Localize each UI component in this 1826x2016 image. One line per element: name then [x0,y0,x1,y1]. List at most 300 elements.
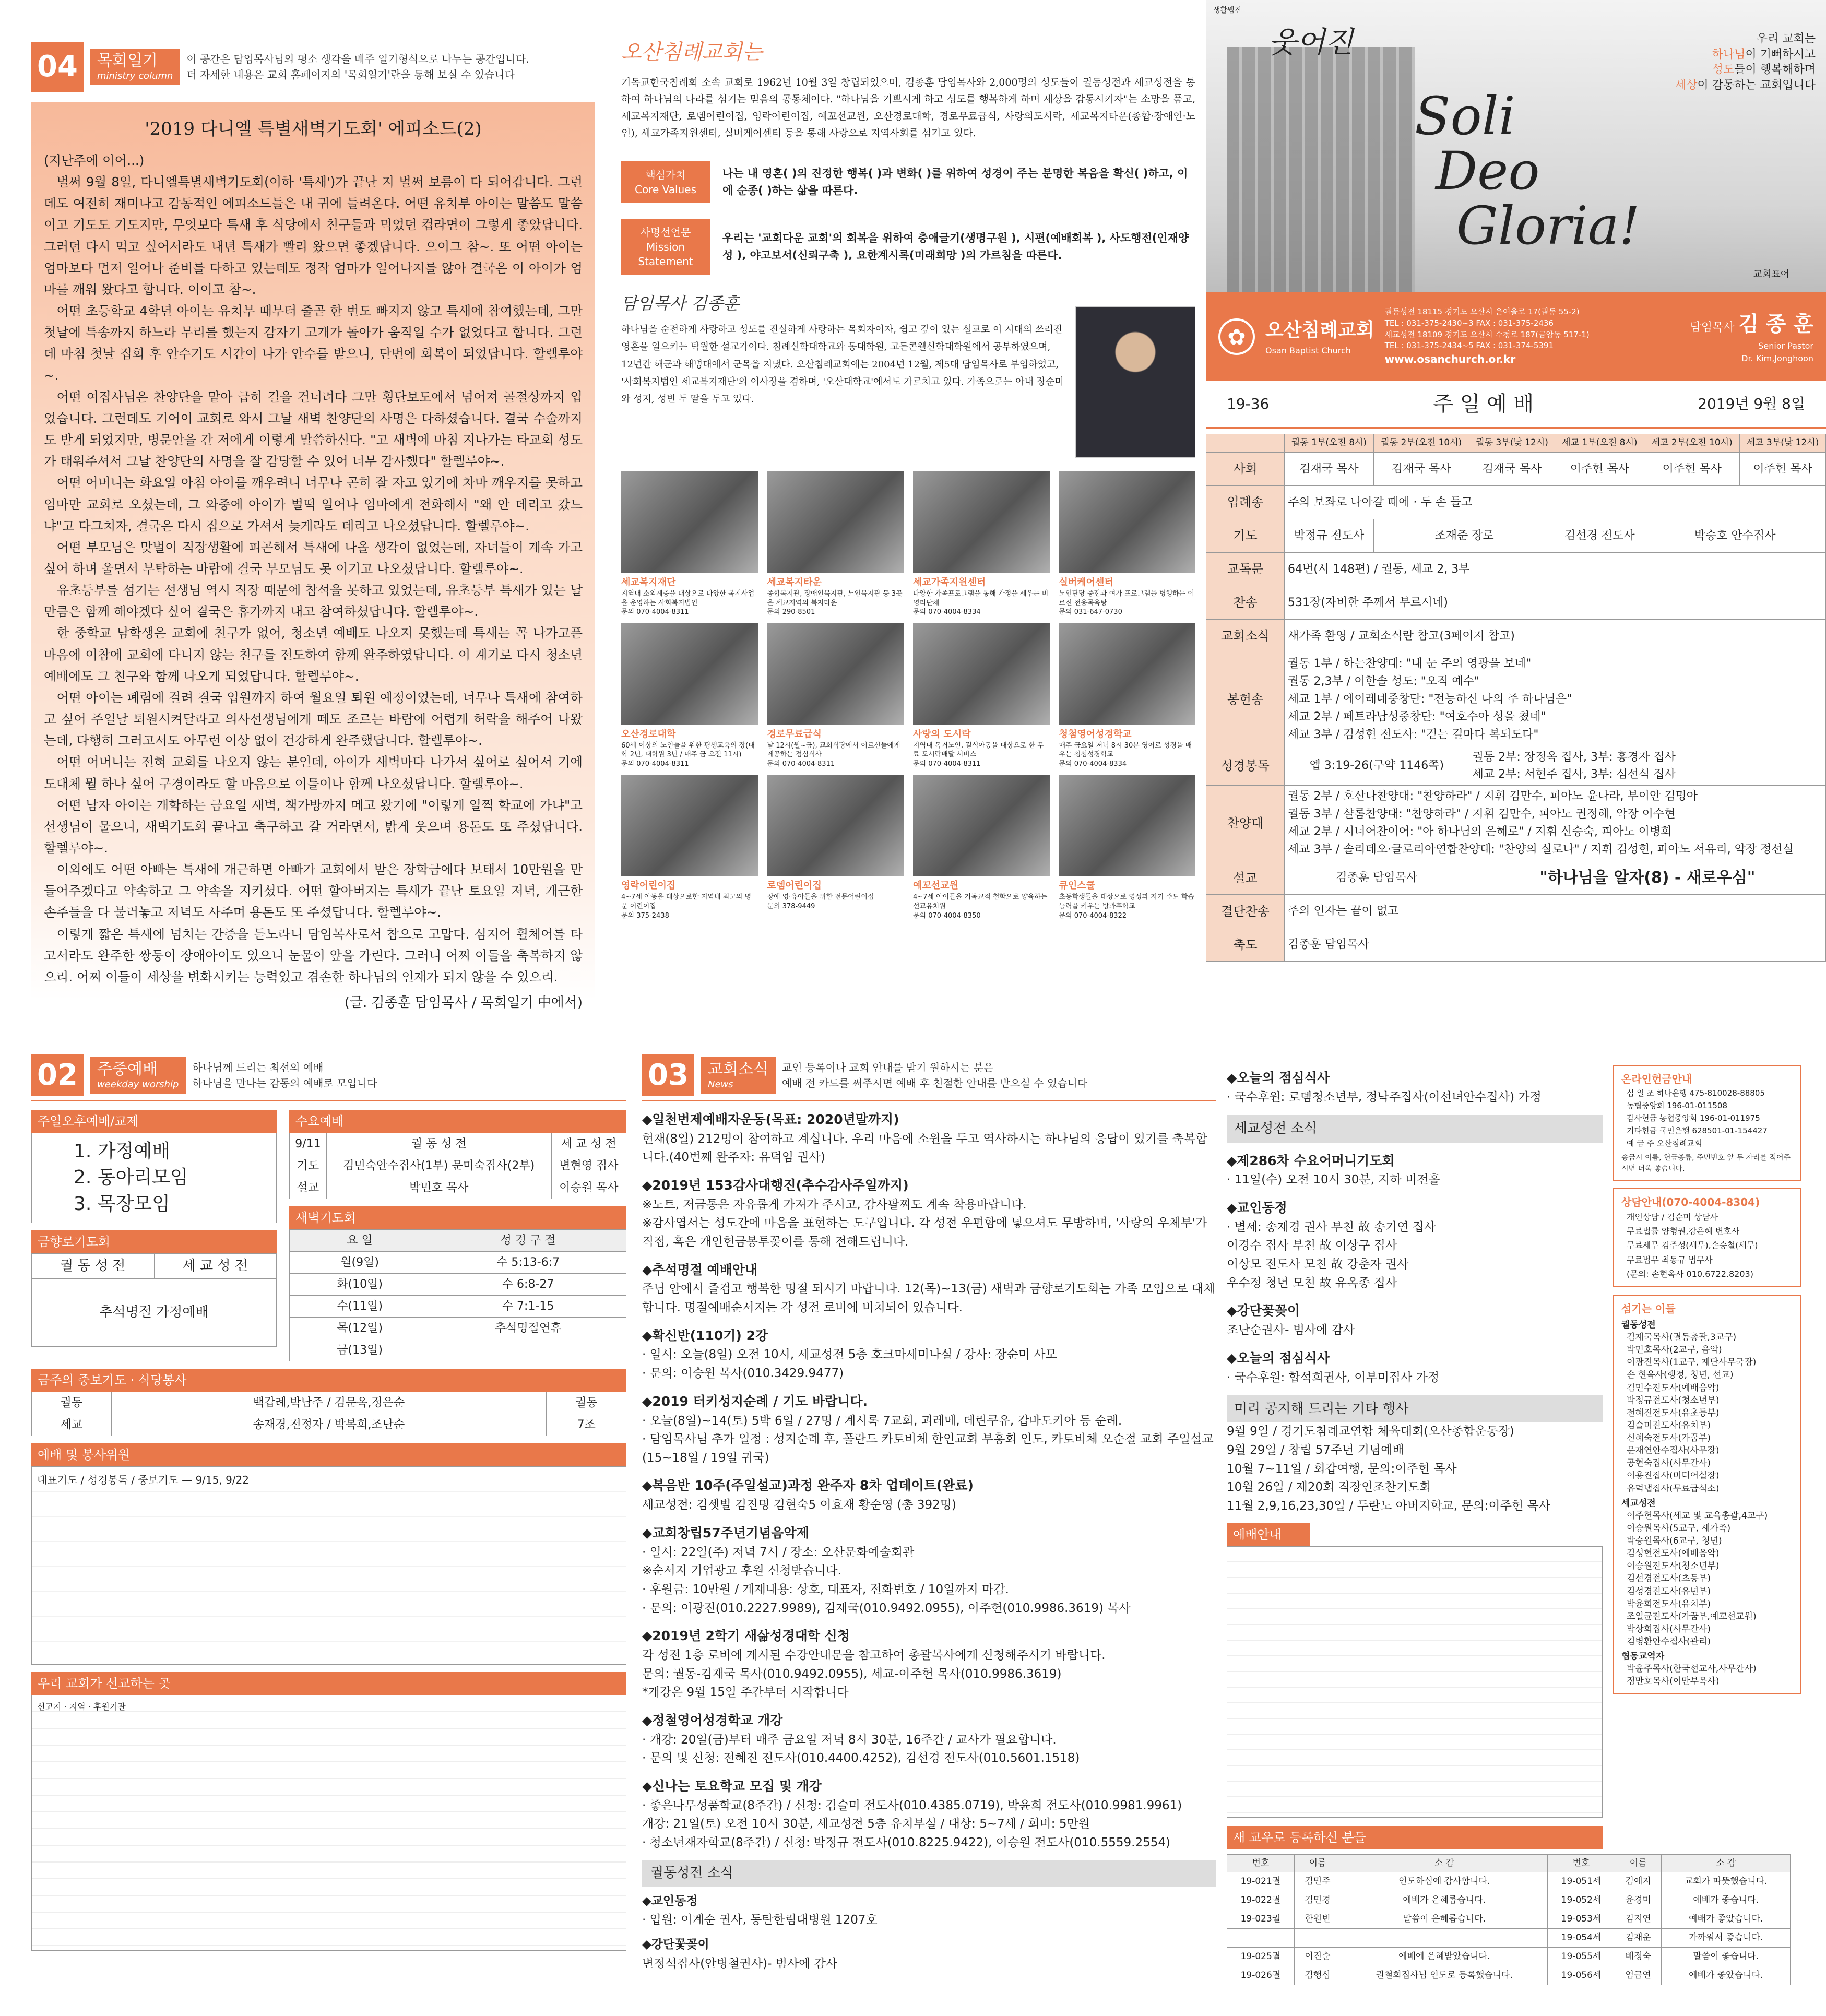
ministry-photo [1059,623,1196,725]
new-members-head: 번호 [1227,1854,1295,1872]
staff-item: 박윤주목사(한국선교사,사무간사) [1627,1664,1757,1675]
order-row-label: 설교 [1206,861,1285,895]
staff-item: 공현숙집사(사무간사) [1627,1458,1711,1469]
weekly-title: 주중예배 [97,1060,158,1079]
ministry-name: 세교복지재단 [621,577,676,588]
logo-small: 생활웹진 [1213,6,1242,15]
service-guide-label: 예배안내 [1227,1523,1310,1546]
pastor-section [621,291,1195,458]
service-guide-table [1227,1546,1603,1818]
staff-item: 협동교역자 [1621,1651,1665,1662]
news-item-body: 주님 안에서 즐겁고 행복한 명절 되시기 바랍니다. 12(목)~13(금) 새벽과 금향로기도회는 가족 모임으로 대체합니다. 명절예배순서지는 각 성전 로비에 비치되어 있습니다. [642,1282,1215,1315]
ministry-name: 세교가족지원센터 [913,577,986,588]
slogan-line-4 [1675,78,1816,93]
online-offering-label: 온라인헌금안내 [1621,1073,1692,1085]
online-offering-list [1621,1087,1793,1149]
ministry-desc: 4~7세 아이들을 기독교적 철학으로 양육하는 선교유치원 문의 070-4004-8350 [913,893,1048,920]
staff-item: 세교성전 [1621,1498,1656,1509]
church-name-en: Osan Baptist Church [1265,346,1351,355]
column-paragraph: 어떤 어머니는 전혀 교회를 나오지 않는 분인데, 아이가 새벽마다 나가서 싶어로 싶어서 기에 도대체 뭘 하나 싶어 구경이라도 할 마음으로 이틀이나 함께 나오셨답니다. 할렐루야~. [44,754,583,791]
column-heading: '2019 다니엘 특별새벽기도회' 에피소드(2) [145,118,482,139]
friday-col-1: 궐 동 성 전 [32,1254,155,1279]
cover-panel [1206,0,1826,997]
ministry-desc: 장애 영·유아들을 위한 전문어린이집 문의 378-9449 [767,893,874,911]
counsel-list [1621,1210,1793,1281]
new-member-cell: 예배가 좋습니다. [1662,1891,1791,1910]
order-row-label: 교회소식 [1206,619,1285,653]
ministry-photo [913,623,1050,725]
order-col-head: 세교 2부(오전 10시) [1644,434,1740,453]
staff-item: 조일균전도사(가꿈부,예꼬선교원) [1627,1611,1757,1622]
weekly-desc-1: 하나님께 드리는 최선의 예배 [192,1061,324,1074]
new-member-cell: 19-023궐 [1227,1910,1295,1929]
column-number: 04 [31,42,84,92]
dawn-verse: 수 7:1-15 [430,1296,626,1318]
weekly-title-box [90,1057,186,1094]
new-member-cell: 예배가 좋았습니다. [1662,1910,1791,1929]
core-values-text: 나는 내 영혼( )의 진정한 행복( )과 변화( )를 위하여 성경이 주는 분명한 복음을 확신( )하고, 이에 순종( )하는 삶을 따른다. [722,167,1188,197]
news-item-body: · 개강: 20일(금)부터 매주 금요일 저녁 8시 30분, 16주간 / 교사가 필요합니다. · 문의 및 신청: 전혜진 전도사(010.4400.4252), 김선경 전도사(010.5601.1518) [642,1733,1080,1765]
staff-table: 대표기도 / 성경봉독 / 중보기도 — 9/15, 9/22 [31,1466,626,1665]
order-of-service [1206,434,1826,962]
column-paragraph: 어떤 여집사님은 찬양단을 맡아 급히 길을 건너려다 그만 횡단보도에서 넘어져 골절상까지 입었습니다. 그런데도 기어이 교회로 와서 그날 새벽 찬양단의 사명은 다하셨습니다. 결국 수술까지도 받게 되었지만, 병문안을 간 저에게 이렇게 말씀하신다. "고 새벽에 마침 지나가는 타교회 성도가 태워주셔서 그날 찬양단의 사명을 잘 감당할 수 있어 너무 감사했다" 할렐루야~. [44,389,583,469]
duty-cell: 송재경,전정자 / 박복희,조난순 [111,1414,547,1436]
ministry-desc: 4~7세 아동을 대상으로한 지역내 최고의 명문 어린이집 문의 375-2438 [621,893,752,920]
wed-col-1: 궐 동 성 전 [326,1133,551,1155]
weekly-subtitle: weekday worship [97,1079,179,1090]
news-item-body: 현재(8일) 212명이 참여하고 계십니다. 우리 마음에 소원을 두고 역사하시는 하나님의 응답이 있기를 축복합니다.(40번째 완주자: 유덕임 권사) [642,1132,1207,1165]
order-row-label: 교독문 [1206,552,1285,586]
new-member-cell: 19-055세 [1548,1948,1615,1966]
sunday-item: 2. 동아리모임 [74,1167,188,1189]
weekly-desc-2: 하나님을 만나는 감동의 예배로 모입니다 [192,1077,377,1089]
new-member-cell: 김민주 [1294,1872,1341,1891]
news-item-title: ◆2019년 2학기 새삶성경대학 신청 [642,1628,850,1644]
ministry-desc: 다양한 가족프로그램을 통해 가정을 세우는 비영리단체 문의 070-4004-8334 [913,590,1049,616]
ministry-photo [913,471,1050,573]
wednesday-table [289,1133,626,1199]
order-cell: 박정규 전도사 [1285,519,1374,552]
church-name-kr: 오산침례교회 [1265,319,1374,341]
friday-prayer-label: 금향로기도회 [31,1230,277,1253]
core-values [621,161,1195,203]
ministry-photo [767,623,904,725]
sermon-title: "하나님을 알자(8) - 새로우심" [1469,861,1825,895]
order-row-label: 축도 [1206,928,1285,962]
news-number: 03 [642,1054,694,1096]
new-member-cell: 김지연 [1615,1910,1661,1929]
new-member-cell [1341,1929,1548,1948]
column-paragraph: 한 중학교 남학생은 교회에 친구가 없어, 청소년 예배도 나오지 못했는데 특새는 꼭 나가고픈 마음에 이참에 교회에 다니지 않는 친구를 전도하여 함께 완주하였답니다. 이 계기로 다시 청소년 예배에도 그 친구와 함께 나오게 되었답니다. 할렐루야~. [44,625,583,684]
order-corner [1206,434,1285,453]
counsel-item: 개인상담 / 김순미 상담사 [1627,1212,1718,1222]
staff-list [1621,1319,1793,1688]
pastor-en-name: Dr. Kim,Jonghoon [1741,353,1813,363]
column-paragraph: 이외에도 어떤 아빠는 특새에 개근하면 아빠가 교회에서 받은 장학금에다 보태서 10만원을 만들어주겠다고 약속하고 그 약속을 지키셨다. 어떤 할아버지는 특새가 끝난 토요일 저녁, 개근한 손주들을 다 불러놓고 저녁도 사주며 용돈도 또 주셨답니다. 할렐루야~. [44,862,583,920]
ministry-photo [621,471,758,573]
ministry-photo [767,471,904,573]
senior-pastor [1690,309,1813,365]
staff-item: 이용진집사(미디어실장) [1627,1471,1720,1481]
new-member-cell: 김행심 [1294,1966,1341,1985]
guldong-item: ◆강단꽃꽂이 [642,1938,709,1952]
new-member-cell: 한원빈 [1294,1910,1341,1929]
order-cell: 조재준 장로 [1373,519,1555,552]
latin-motto [1415,86,1640,256]
staff-box [1613,1295,1801,1694]
news2-item-body: 9월 9일 / 경기도침례교연합 체육대회(오산종합운동장) 9월 29일 / 창립 57주년 기념예배 10월 7~11일 / 회갑여행, 문의:이주헌 목사 10월 26일 / 제20회 직장인조찬기도회 11월 2,9,16,23,30일 / 두란노 아버지학교, 문의:이주헌 목사 [1227,1425,1550,1513]
duty-cell: 궐동 [547,1392,626,1414]
column-desc-2: 더 자세한 내용은 교회 홈페이지의 '목회일기'란을 통해 보실 수 있습니다 [186,68,515,81]
staff-item: 이승원전도사(청소년부) [1627,1561,1720,1572]
mission-field-table: 선교지 · 지역 · 후원기관 [31,1695,626,1951]
online-offering-note: 송금시 이름, 헌금종류, 주민번호 앞 두 자리를 적어주시면 더욱 좋습니다. [1621,1154,1791,1173]
duty-cell: 7조 [547,1414,626,1436]
staff-item: 정만호목사(이만부목사) [1627,1676,1720,1687]
weekly-desc [192,1060,377,1091]
wed-date: 9/11 [290,1133,327,1155]
order-line: 세교 3부 / 김성현 전도사: "걷는 길마다 복되도다" [1288,728,1539,741]
new-member-cell: 김민경 [1294,1891,1341,1910]
new-member-cell: 예배에 은혜받았습니다. [1341,1948,1548,1966]
staff-item: 박승원목사(6교구, 청년) [1627,1536,1722,1547]
dawn-head-1: 요 일 [290,1230,430,1252]
sunday-item: 1. 가정예배 [74,1141,170,1162]
friday-col-2: 세 교 성 전 [154,1254,277,1279]
intro-panel [621,37,1195,997]
wed-col-2: 세 교 성 전 [551,1133,626,1155]
staff-item: 이주헌목사(세교 및 교육총괄,4교구) [1627,1510,1768,1521]
column-paragraph: 어떤 아이는 폐렴에 걸려 결국 입원까지 하여 월요일 퇴원 예정이었는데, 너무나 특새에 참여하고 싶어 주일날 퇴원시켜달라고 의사선생님에게 떼도 조르는 바람에 어렵게 허락을 해주어 나왔는데, 다행히 그러고서도 아무런 이상 없이 건강하게 완주했답니다. 할렐루야~. [44,690,583,749]
church-name [1265,316,1374,357]
news-desc-1: 교인 등록이나 교회 안내를 받기 원하시는 분은 [781,1061,994,1074]
new-members-head: 소 감 [1662,1854,1791,1872]
order-line: 세교 2부 / 페트라남성중창단: "여호수아 성을 쳤네" [1288,710,1546,724]
counsel-item: (문의: 손현옥사 010.6722.8203) [1627,1268,1753,1279]
ministry-desc: 지역내 독거노인, 결식아동을 대상으로 한 무료 도시락배달 서비스 문의 070-4004-8311 [913,741,1044,768]
order-cell: 이주헌 목사 [1555,452,1644,485]
sunday-afternoon-list [31,1133,277,1223]
pastor-photo [1075,306,1195,458]
order-cell: 김선경 전도사 [1555,519,1644,552]
staff-item: 손 현옥사(행정, 청년, 선교) [1627,1370,1734,1381]
column-paragraph: 유초등부를 섬기는 선생님 역시 직장 때문에 참석을 못하고 있었는데, 유초등부 특새가 있는 날만큼은 함께 해야겠다 싶어 결국은 휴가까지 내고 참여하셨답니다. 할렐루야~. [44,583,583,620]
staff-item: 문재연안수집사(사무장) [1627,1445,1720,1456]
order-line: 주의 인자는 끝이 없고 [1288,905,1399,918]
tel-2: TEL : 031-375-2434~5 FAX : 031-374-5391 [1384,341,1554,351]
ministry-name: 영락어린이집 [621,880,676,892]
online-offering-box [1613,1065,1801,1181]
order-cell: 박승호 안수집사 [1644,519,1826,552]
wed-pray-label: 기도 [290,1155,327,1177]
order-line: 64번(시 148편) / 궐동, 세교 2, 3부 [1288,562,1470,576]
order-line: 궐동 3부 / 샬롬찬양대: "찬양하라" / 지휘 김만수, 피아노 권정혜, 악장 이수현 [1288,808,1676,821]
mission-label-box [621,219,710,275]
new-member-cell: 19-053세 [1548,1910,1615,1929]
staff-item: 김성현전도사(예배음악) [1627,1548,1720,1559]
order-cell-multi [1285,552,1826,586]
staff-item: 김민수전도사(예배음악) [1627,1382,1720,1393]
motto-2: Deo [1436,140,1540,201]
new-member-cell: 말씀이 좋습니다. [1662,1948,1791,1966]
duty-cell: 백갑례,박남주 / 김문옥,정은순 [111,1392,547,1414]
news2-item-title: ◆강단꽃꽂이 [1227,1303,1300,1319]
mission-field-label: 우리 교회가 선교하는 곳 [31,1672,626,1695]
intro-title: 오산침례교회는 [621,40,763,64]
online-item: 십 일 조 하나은행 475-810028-88805 [1627,1088,1765,1098]
church-address [1385,306,1590,367]
guldong-item: ◆교인동정 [642,1894,698,1908]
order-line: 궐동 2,3부 / 이한솔 성도: "오직 예수" [1288,674,1480,688]
tel-1: TEL : 031-375-2430~3 FAX : 031-375-2436 [1384,318,1554,328]
order-row-label: 찬양대 [1206,785,1285,861]
order-cell-multi [1469,746,1825,785]
news-title: 교회소식 [708,1060,768,1079]
order-cell-multi [1285,586,1826,619]
slogan-line-2 [1675,47,1816,63]
new-members-head: 번호 [1548,1854,1615,1872]
ministry-card [913,775,1050,920]
news-item-title: ◆신나는 토요학교 모집 및 개강 [642,1778,822,1794]
staff-item: 박민호목사(2교구, 음악) [1627,1345,1722,1356]
ministry-photo [621,775,758,876]
news2-item-body: · 별세: 송재경 권사 부친 故 송기연 집사 이경수 집사 부친 故 이상구 집사 이상모 전도사 모친 故 강춘자 권사 우수정 청년 모친 故 유옥종 집사 [1227,1220,1436,1290]
staff-label: 예배 및 봉사위원 [31,1443,626,1466]
new-members-head: 이름 [1615,1854,1661,1872]
pastor-label: 담임목사 [1690,321,1735,334]
new-member-cell: 김예지 [1615,1872,1661,1891]
new-member-cell: 19-025궐 [1227,1948,1295,1966]
staff-item: 김병환안수집사(관리) [1627,1636,1711,1647]
online-item: 예 금 주 오산침례교회 [1627,1139,1702,1148]
building-illustration [1227,47,1415,292]
dawn-day: 금(13일) [290,1339,430,1361]
ministry-name: 오산경로대학 [621,728,676,740]
news-item-body: · 오늘(8일)~14(토) 5박 6일 / 27명 / 계시록 7교회, 괴레메, 데린쿠유, 갑바도키아 등 순례. · 담임목사님 추가 일정 : 성지순례 후, 폴란드 카토비체 한인교회 부흥회 인도, 카토비체 오순절 교회 주일설교(15~18일 / 19일 귀국) [642,1414,1214,1465]
news-desc-2: 예배 전 카드를 써주시면 예배 후 친절한 안내를 받으실 수 있습니다 [781,1077,1088,1089]
ministry-desc: 지역내 소외계층을 대상으로 다양한 복지사업을 운영하는 사회복지법인 문의 070-4004-8311 [621,590,755,616]
staff-item: 신혜숙전도사(가꿈부) [1627,1433,1711,1444]
ministry-photo [913,775,1050,876]
order-line: 궐동 1부 / 하는찬양대: "내 눈 주의 영광을 보네" [1288,657,1532,670]
news2-item-body: · 국수후원: 합석희권사, 이부미집사 가정 [1227,1370,1440,1384]
column-desc [186,51,529,82]
news2-section-bar: 세교성전 소식 [1227,1115,1603,1142]
order-cell-multi [1285,928,1826,962]
counsel-label: 상담안내(070-4004-8304) [1621,1196,1760,1208]
dawn-verse: 추석명절연휴 [430,1318,626,1339]
motto-1: Soli [1415,86,1515,147]
guldong-news-label: 궐동성전 소식 [642,1860,1216,1887]
order-cell: 이주헌 목사 [1644,452,1740,485]
guldong-item: 변정석집사(안병철권사)- 범사에 감사 [642,1956,838,1971]
weekly-header [31,1054,626,1101]
ministry-desc: 종합복지관, 장애인복지관, 노인복지관 등 3곳을 세교지역의 복지타운 문의 290-8501 [767,590,903,616]
mission-sub: Mission Statement [638,241,693,268]
order-row-label: 결단찬송 [1206,895,1285,928]
cover-image [1206,0,1826,292]
news-subtitle: News [708,1079,733,1090]
news-item-body: · 좋은나무성품학교(8주간) / 신청: 김슬미 전도사(010.4385.0719), 박윤희 전도사(010.9981.9961) 개강: 21일(토) 오전 10시 30분, 세교성전 5층 유치부실 / 대상: 5~7세 / 회비: 5만원 · 청소년재자학교(8주간) / 신청: 박정규 전도사(010.8225.9422), 이승원 전도사(010.5559.2554) [642,1798,1182,1849]
order-cell: 김종훈 담임목사 [1285,861,1469,895]
order-cell: 김재국 목사 [1285,452,1374,485]
new-member-cell: 19-054세 [1548,1929,1615,1948]
staff-item: 박상희집사(사무간사) [1627,1623,1711,1634]
ministry-photo [767,775,904,876]
ministry-card [767,471,904,617]
new-members-head: 소 감 [1341,1854,1548,1872]
staff-item: 김슬미전도사(유치부) [1627,1420,1711,1431]
ministry-card [621,471,758,617]
order-row-label: 봉헌송 [1206,653,1285,746]
order-row-label: 입례송 [1206,485,1285,519]
staff-item: 유덕냅집사(무료급식소) [1627,1483,1720,1494]
order-cell-multi [1285,785,1826,861]
dawn-day: 월(9일) [290,1252,430,1274]
news-desc [782,1060,1087,1091]
counsel-item: 무료세무 김주성(세무),손승철(세무) [1627,1240,1758,1251]
pastor-name: 김 종 훈 [1738,312,1813,336]
ministry-photo [621,623,758,725]
ministry-name: 사랑의 도시락 [913,728,971,740]
slogan-god: 하나님 [1712,48,1746,61]
column-subtitle: ministry column [97,70,173,82]
new-member-cell: 이진순 [1294,1948,1341,1966]
slogan-line-3 [1675,62,1816,78]
news-item-body: 각 성전 1층 로비에 게시된 수강안내문을 참고하여 총괄목사에게 신청해주시기 바랍니다. 문의: 궐동-김재국 목사(010.9492.0955), 세교-이주헌 목사(010.9986.3619) *개강은 9월 15일 주간부터 시작합니다 [642,1648,1106,1700]
order-row-label: 찬송 [1206,586,1285,619]
guldong-item: · 입원: 이계순 권사, 동탄한림대병원 1207호 [642,1913,878,1927]
staff-item: 김성경전도사(유년부) [1627,1586,1711,1597]
ministry-name: 예꼬선교원 [913,880,958,892]
column-desc-1: 이 공간은 담임목사님의 평소 생각을 매주 일기형식으로 나누는 공간입니다. [186,53,529,65]
wed-preach-1: 박민호 목사 [326,1177,551,1199]
ministry-card [621,623,758,769]
duty-label: 금주의 중보기도 · 식당봉사 [31,1369,626,1392]
news-title-box [701,1057,776,1094]
wed-pray-1: 김민숙안수집사(1부) 문미숙집사(2부) [326,1155,551,1177]
counsel-item: 무료법률 양형권,강은혜 변호사 [1627,1226,1740,1237]
sunday-item: 3. 목장모임 [74,1193,170,1215]
news-item-body: · 일시: 오늘(8일) 오전 10시, 세교성전 5층 호크마세미나실 / 강사: 장순미 사모 · 문의: 이승원 목사(010.3429.9477) [642,1348,1057,1381]
website-link[interactable]: www.osanchurch.or.kr [1384,353,1516,365]
motto-label: 교회표어 [1753,269,1789,280]
staff-item: 궐동성전 [1621,1319,1656,1330]
dawn-prayer-table [289,1229,626,1361]
new-member-cell: 인도하심에 감사합니다. [1341,1872,1548,1891]
new-member-cell: 염금연 [1615,1966,1661,1985]
mission-label: 사명선언문 [640,226,691,239]
new-member-cell: 가까워서 좋습니다. [1662,1929,1791,1948]
news-item-body: ※노트, 저금통은 자유롭게 가져가 주시고, 감사팔찌도 계속 착용바랍니다. ※감사엽서는 성도간에 마음을 표현하는 도구입니다. 각 성전 우편함에 넣으셔도 무방하며, '사랑의 우체부'가 직접, 혹은 개인헌금봉투꽂이를 통해 전해드립니다. [642,1197,1207,1249]
church-banner [1206,292,1826,381]
news-item-title: ◆교회창립57주년기념음악제 [642,1525,809,1540]
address-2: 세교성전 18109 경기도 오산시 수청로 187(금암동 517-1) [1384,329,1590,339]
ministry-photo [1059,471,1196,573]
news2-list [1227,1068,1603,1516]
staff-item: 박윤희전도사(유치부) [1627,1598,1711,1609]
ministry-card [767,775,904,920]
staff-item: 박정규전도사(청소년부) [1627,1395,1720,1406]
ministry-card [1059,775,1196,920]
dawn-prayer-label: 새벽기도회 [289,1206,626,1229]
news2-item-body: · 11일(수) 오전 10시 30분, 지하 비전홀 [1227,1173,1440,1187]
ministry-name: 세교복지타운 [767,577,822,588]
column-paragraph: 어떤 부모님은 맞벌이 직장생활에 피곤해서 특새에 나올 생각이 없었는데, 자녀들이 계속 가고 싶어 하며 울면서 부탁하는 바람에 결국 부모님도 못 이기고 나오셨답니다. 할렐루야~. [44,539,583,576]
ministry-desc: 60세 이상의 노인들을 위한 평생교육의 장(대학 2년, 대학원 3년 / 매주 금 오전 11시) 문의 070-4004-8311 [621,741,755,768]
new-member-cell: 19-026궐 [1227,1966,1295,1985]
news-item-title: ◆일천번제예배자운동(목표: 2020년말까지) [642,1112,899,1127]
news-item-body: 세교성전: 김셋별 김진명 김현숙5 이효재 황순영 (총 392명) [642,1498,956,1512]
mission-text: 우리는 '교회다운 교회'의 회복을 위하여 충애글기(생명구원 ), 시편(예배회복 ), 사도행전(인재양성 ), 야고보서(신뢰구축 ), 요한계시록(미래희망 )의 가르침을 따른다. [722,231,1189,262]
ministry-desc: 매주 금요일 저녁 8시 30분 영어로 성경을 배우는 청첨성경학교 문의 070-4004-8334 [1059,741,1192,768]
dawn-day: 목(12일) [290,1318,430,1339]
dawn-verse [430,1339,626,1361]
weekly-panel [31,1054,626,2010]
order-row-label: 사회 [1206,452,1285,485]
news2-section-bar: 미리 공지해 드리는 기타 행사 [1227,1395,1603,1422]
core-values-sub: Core Values [635,183,696,196]
order-cell: 엡 3:19-26(구약 1146쪽) [1285,746,1469,785]
pastor-en-title: Senior Pastor [1758,341,1813,351]
new-member-cell: 19-051세 [1548,1872,1615,1891]
ministry-name: 경로무료급식 [767,728,822,740]
order-line: 궐동 2부 / 호산나찬양대: "찬양하라" / 지휘 김만수, 피아노 윤나라, 부이안 김명아 [1288,789,1698,803]
order-cell-multi [1285,619,1826,653]
news2-item-title: ◆교인동정 [1227,1200,1287,1216]
duty-cell: 궐동 [32,1392,112,1414]
order-cell-multi [1285,485,1826,519]
ministry-card [913,471,1050,617]
news2-item-title: ◆오늘의 점심식사 [1227,1070,1330,1085]
order-col-head: 궐동 3부(낮 12시) [1469,434,1555,453]
column-paragraph: 어떤 초등학교 4학년 아이는 유치부 때부터 줄곧 한 번도 빠지지 않고 특새에 참여했는데, 그만 첫날에 특송까지 하느라 무리를 했는지 감자기 고개가 돌아가 움직일 수가 없었다고 합니다. 그런데 마침 첫날 집회 후 안수기도 시간이 나가 안수를 받으니, 단번에 회복이 되었답니다. 할렐루야~. [44,303,583,383]
column-title: 목회일기 [97,52,158,70]
column-body [31,102,595,1011]
issue-number: 19-36 [1227,395,1270,412]
new-members-label: 새 교우로 등록하신 분들 [1227,1826,1603,1849]
order-cell-multi [1285,653,1826,746]
staff-item: 이광진목사(1교구, 재단사무국장) [1627,1357,1757,1368]
ministry-desc: 노인단당 중전과 여가 프로그램을 병행하는 어르신 전용목욕탕 문의 031-647-0730 [1059,590,1194,616]
logo-text: 웃어진 [1268,26,1354,60]
guldong-news-list [642,1892,1216,1974]
ministry-name: 큐인스쿨 [1059,880,1096,892]
new-member-cell: 예배가 좋았습니다. [1662,1966,1791,1985]
order-line: 주의 보좌로 나아갈 때에 · 두 손 들고 [1288,495,1473,509]
ministry-name: 실버케어센터 [1059,577,1113,588]
service-header [1206,381,1826,429]
order-cell: 김재국 목사 [1373,452,1469,485]
duty-cell: 세교 [32,1414,112,1436]
order-col-head: 궐동 2부(오전 10시) [1373,434,1469,453]
new-member-cell [1227,1929,1295,1948]
pastor-text: 하나님을 순전하게 사랑하고 성도를 진실하게 사랑하는 목회자이자, 쉽고 깊이 있는 설교로 이 시대의 쓰러진 영혼을 일으키는 탁월한 설교가이다. 침례신학대학교와 동대학원, 고든콘웰신학대학원에서 공부하였으며, 12년간 해군과 해병대에서 군목을 지냈다. 오산침례교회에는 2004년 12월, 제5대 담임목사로 부임하였고, '사회복지법인 세교복지재단'의 이사장을 겸하며, '오산대학교'에서도 가르치고 있다. 가족으로는 아내 장순미와 성지, 성빈 두 딸을 두고 있다. [621,324,1064,405]
new-member-cell: 윤경미 [1615,1891,1661,1910]
news-item-title: ◆복음반 10주(주일설교)과정 완주자 8차 업데이트(완료) [642,1478,974,1493]
ministry-card [621,775,758,920]
wednesday-label: 수요예배 [289,1110,626,1133]
staff-item: 김선경전도사(초등부) [1627,1573,1711,1584]
pastor-title: 담임목사 김종훈 [621,293,740,314]
order-col-head: 세교 1부(오전 8시) [1555,434,1644,453]
new-member-cell: 김재운 [1615,1929,1661,1948]
order-line: 세교 2부: 서현주 집사, 3부: 심선식 집사 [1472,767,1676,781]
slogan-line-1: 우리 교회는 [1756,32,1816,45]
order-line: 새가족 환영 / 교회소식란 참고(3페이지 참고) [1288,629,1515,643]
dawn-head-2: 성 경 구 절 [430,1230,626,1252]
ministry-card [1059,471,1196,617]
